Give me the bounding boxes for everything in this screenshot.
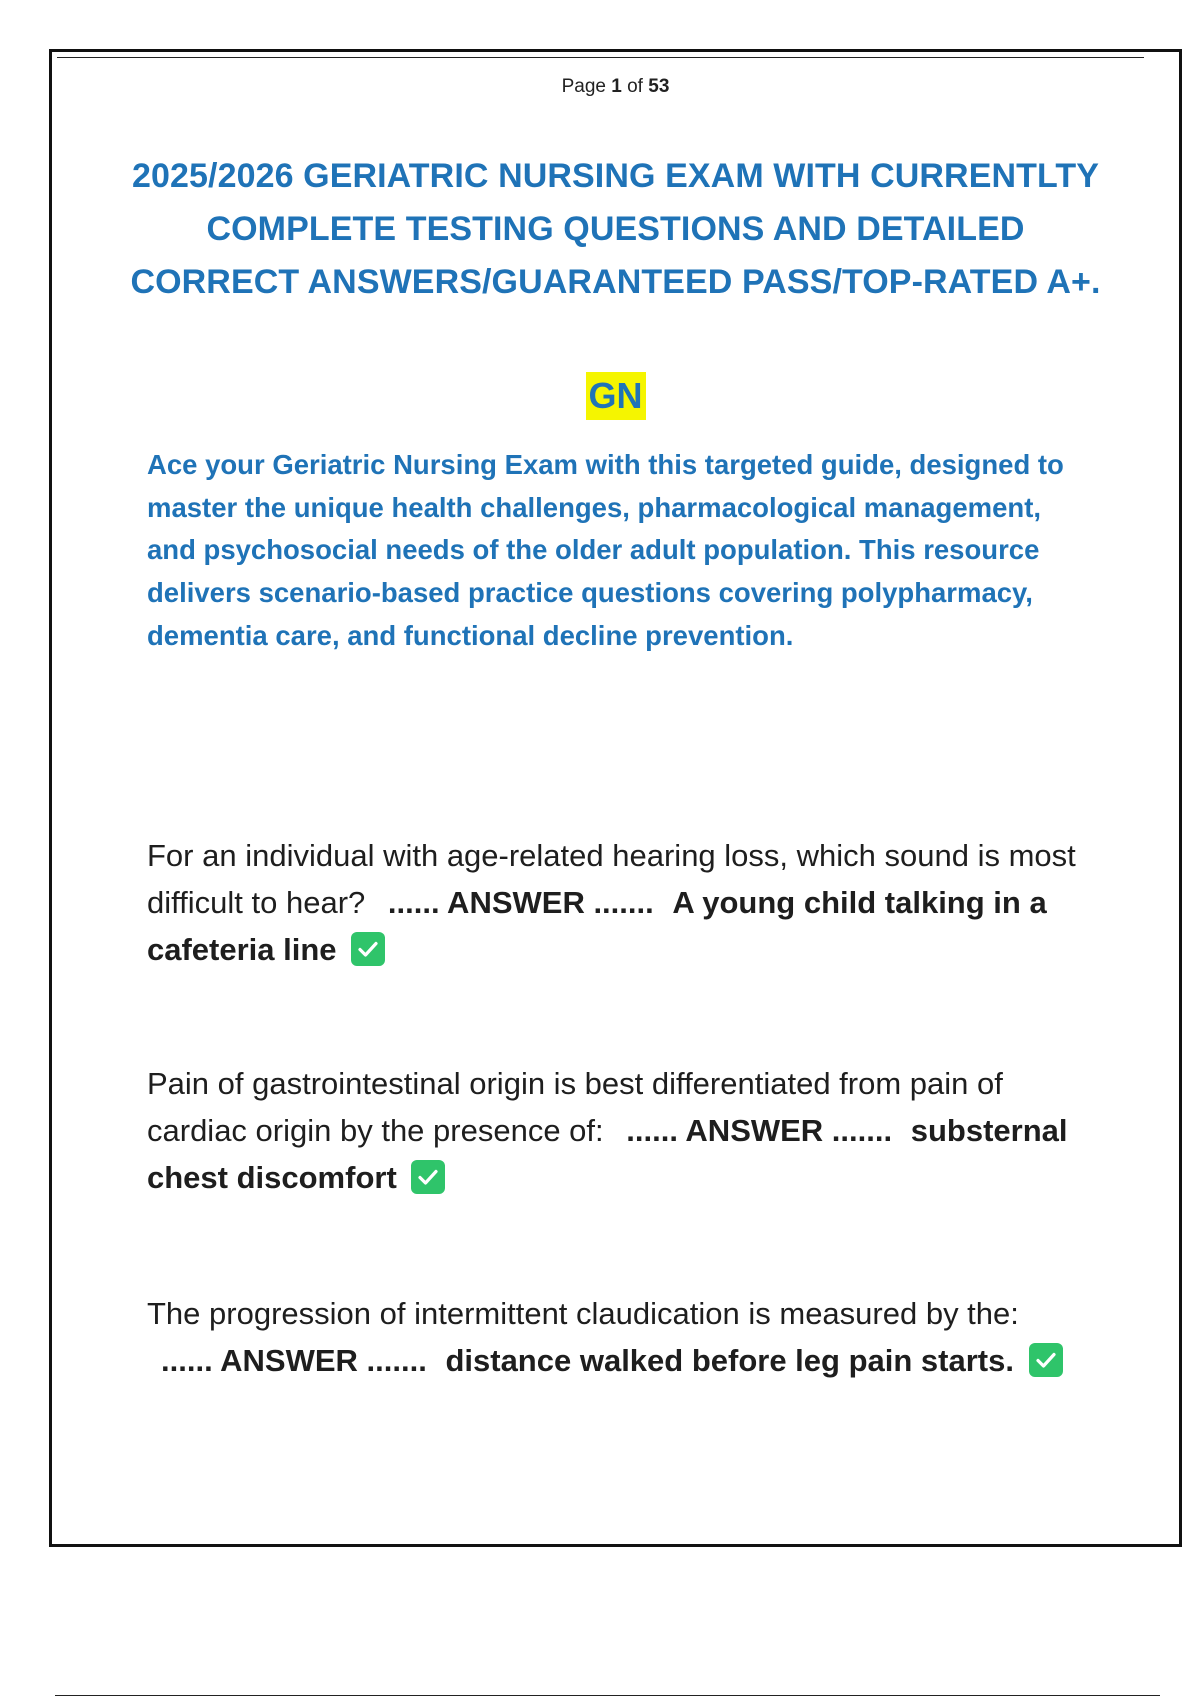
page-current: 1 <box>611 76 622 97</box>
answer-text: A young child talking in a cafeteria line <box>147 885 1047 967</box>
page-of-label: of <box>627 76 643 97</box>
check-mark-icon <box>351 932 385 966</box>
answer-marker: ...... ANSWER ....... <box>626 1113 893 1148</box>
bottom-rule <box>55 1695 1160 1696</box>
page-total: 53 <box>648 76 670 97</box>
answer-text: substernal chest discomfort <box>147 1113 1068 1195</box>
question-text: The progression of intermittent claudication is measured by the: <box>147 1296 1019 1331</box>
question-text: For an individual with age-related hearing loss, which sound is most difficult to hear? <box>147 838 1076 920</box>
gn-badge: GN <box>586 372 646 420</box>
page-number <box>52 76 1179 98</box>
check-mark-icon <box>411 1160 445 1194</box>
top-rule <box>57 57 1144 58</box>
page-frame <box>49 49 1182 1547</box>
qa-item <box>147 1290 1089 1384</box>
document-title: 2025/2026 GERIATRIC NURSING EXAM WITH CURRENTLTY COMPLETE TESTING QUESTIONS AND DETAILED CORRECT ANSWERS/GUARANTEED PASS/TOP-RATED A+. <box>130 157 1101 301</box>
intro-paragraph: Ace your Geriatric Nursing Exam with this targeted guide, designed to master the unique health challenges, pharmacological management, and psychosocial needs of the older adult population. This resource delivers scenario-based practice questions covering polypharmacy, dementia care, and functional decline prevention. <box>147 449 1064 651</box>
question-text: Pain of gastrointestinal origin is best differentiated from pain of cardiac origin by the presence of: <box>147 1066 1003 1148</box>
badge-container <box>52 372 1179 420</box>
qa-item <box>147 832 1089 973</box>
answer-marker: ...... ANSWER ....... <box>161 1343 427 1378</box>
answer-marker: ...... ANSWER ....... <box>387 885 654 920</box>
page-label: Page <box>561 76 606 97</box>
check-mark-icon <box>1029 1343 1063 1377</box>
qa-item <box>147 1060 1089 1201</box>
answer-text: distance walked before leg pain starts. <box>445 1343 1014 1378</box>
